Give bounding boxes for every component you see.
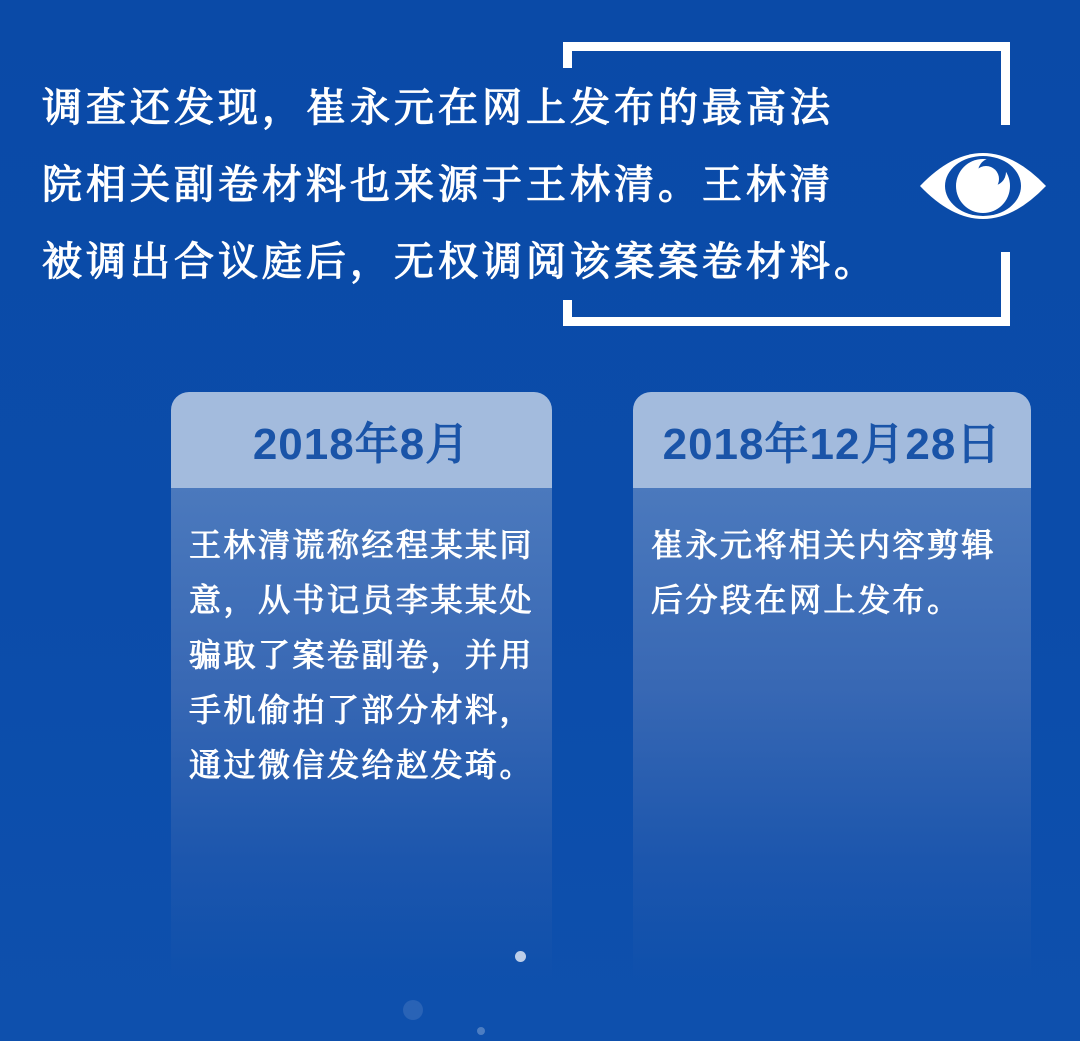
card-2-date-header xyxy=(633,392,1031,488)
card-1-body xyxy=(171,488,552,985)
intro-line-1: 调查还发现，崔永元在网上发布的最高法 xyxy=(42,86,834,130)
decor-dot-faint-small xyxy=(477,1027,485,1035)
card-2-date: 2018年12月28日 xyxy=(662,420,1002,469)
card-2-line-1: 崔永元将相关内容剪辑 xyxy=(651,527,997,563)
card-1-line-5: 通过微信发给赵发琦。 xyxy=(189,747,535,783)
intro-text xyxy=(42,70,922,301)
eye-icon xyxy=(918,150,1048,222)
card-1-date-header xyxy=(171,392,552,488)
card-2-body xyxy=(633,488,1031,985)
card-1-line-4: 手机偷拍了部分材料， xyxy=(189,692,535,728)
card-1-date: 2018年8月 xyxy=(252,420,471,469)
frame-line-bottom xyxy=(563,317,1010,326)
intro-line-2: 院相关副卷材料也来源于王林清。王林清 xyxy=(42,163,834,207)
frame-line-right-upper xyxy=(1001,42,1010,125)
frame-line-top-left-stub xyxy=(563,42,572,68)
decor-dot-bright xyxy=(515,951,526,962)
frame-line-top xyxy=(563,42,1010,51)
timeline-card-1 xyxy=(171,392,552,985)
timeline-card-2 xyxy=(633,392,1031,985)
frame-line-bottom-left-stub xyxy=(563,300,572,326)
decor-dot-faint-large xyxy=(403,1000,423,1020)
frame-line-right-lower xyxy=(1001,252,1010,326)
card-1-line-3: 骗取了案卷副卷，并用 xyxy=(189,637,535,673)
card-2-line-2: 后分段在网上发布。 xyxy=(651,582,962,618)
intro-line-3: 被调出合议庭后，无权调阅该案案卷材料。 xyxy=(42,240,878,284)
card-1-line-1: 王林清谎称经程某某同 xyxy=(189,527,535,563)
card-1-line-2: 意，从书记员李某某处 xyxy=(189,582,535,618)
